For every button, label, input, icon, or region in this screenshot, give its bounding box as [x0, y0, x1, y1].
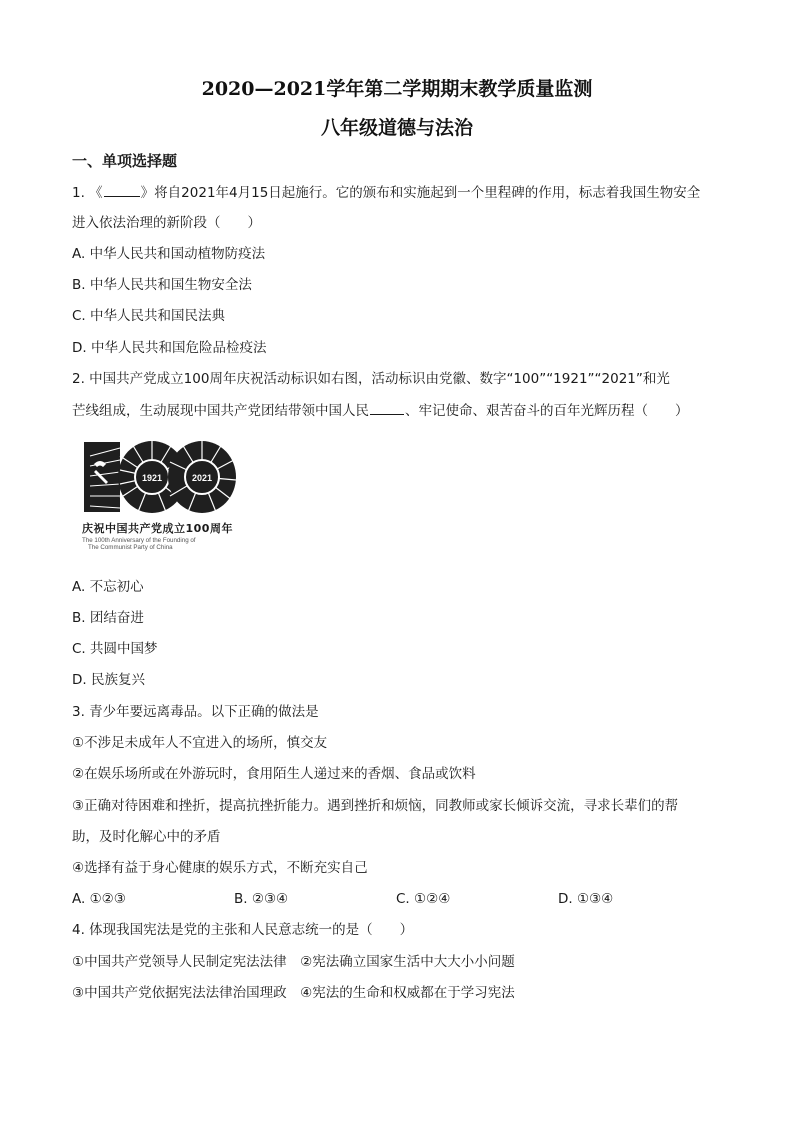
q2-blank [370, 401, 404, 415]
logo-year-2021: 2021 [191, 473, 213, 483]
q4-items-line2: ③中国共产党依据宪法法律治国理政 ④宪法的生命和权威都在于学习宪法 [72, 985, 515, 1001]
q3-option-d: D. ①③④ [558, 891, 614, 907]
q1-option-c: C. 中华人民共和国民法典 [72, 308, 226, 324]
logo-caption-cn: 庆祝中国共产党成立100周年 [82, 522, 233, 535]
logo-year-1921: 1921 [141, 473, 163, 483]
q1-stem-pre: 1. 《 [72, 185, 103, 201]
q1-stem-line1 [72, 183, 700, 202]
q2-option-c: C. 共圆中国梦 [72, 641, 158, 657]
q1-blank [104, 183, 140, 197]
q2-stem-line1: 2. 中国共产党成立100周年庆祝活动标识如右图，活动标识由党徽、数字“100”“1921”“2021”和光 [72, 371, 670, 387]
q1-stem-post: 》将自2021年4月15日起施行。它的颁布和实施起到一个里程碑的作用，标志着我国生物安全 [140, 185, 701, 201]
q3-item-3-cont: 助，及时化解心中的矛盾 [72, 829, 221, 845]
q3-option-c: C. ①②④ [396, 891, 451, 907]
q2-stem-line2-post: 、牢记使命、艰苦奋斗的百年光辉历程（ ） [405, 403, 689, 419]
q3-option-a: A. ①②③ [72, 891, 126, 907]
q2-stem-line2-pre: 芒线组成，生动展现中国共产党团结带领中国人民 [72, 403, 369, 419]
q4-items-line1: ①中国共产党领导人民制定宪法法律 ②宪法确立国家生活中大大小小问题 [72, 954, 515, 970]
q2-option-a: A. 不忘初心 [72, 579, 144, 595]
q1-option-d: D. 中华人民共和国危险品检疫法 [72, 340, 267, 356]
q3-option-b: B. ②③④ [234, 891, 289, 907]
logo-caption-en-line1: The 100th Anniversary of the Founding of [82, 537, 196, 544]
q3-item-3: ③正确对待困难和挫折，提高抗挫折能力。遇到挫折和烦恼，同教师或家长倾诉交流，寻求长辈们的帮 [72, 798, 679, 814]
cpc-100-emblem-graphic [80, 436, 240, 520]
digit-zero-right [168, 440, 236, 513]
cpc-100-logo [80, 436, 240, 560]
q2-option-d: D. 民族复兴 [72, 672, 145, 688]
q2-stem-line2 [72, 401, 689, 420]
exam-title: 2020—2021学年第二学期期末教学质量监测 [201, 78, 593, 100]
q1-option-a: A. 中华人民共和国动植物防疫法 [72, 246, 266, 262]
exam-subtitle: 八年级道德与法治 [320, 117, 473, 139]
q3-stem: 3. 青少年要远离毒品。以下正确的做法是 [72, 704, 319, 720]
q2-option-b: B. 团结奋进 [72, 610, 144, 626]
q4-stem: 4. 体现我国宪法是党的主张和人民意志统一的是（ ） [72, 922, 414, 938]
section-heading: 一、单项选择题 [72, 152, 178, 170]
digit-one-shape [84, 442, 120, 512]
q1-stem-line2: 进入依法治理的新阶段（ ） [72, 215, 261, 231]
q3-item-2: ②在娱乐场所或在外游玩时，食用陌生人递过来的香烟、食品或饮料 [72, 766, 476, 782]
q1-option-b: B. 中华人民共和国生物安全法 [72, 277, 252, 293]
logo-caption-en-line2: The Communist Party of China [88, 544, 173, 551]
q3-item-4: ④选择有益于身心健康的娱乐方式，不断充实自己 [72, 860, 368, 876]
q3-item-1: ①不涉足未成年人不宜进入的场所，慎交友 [72, 735, 328, 751]
